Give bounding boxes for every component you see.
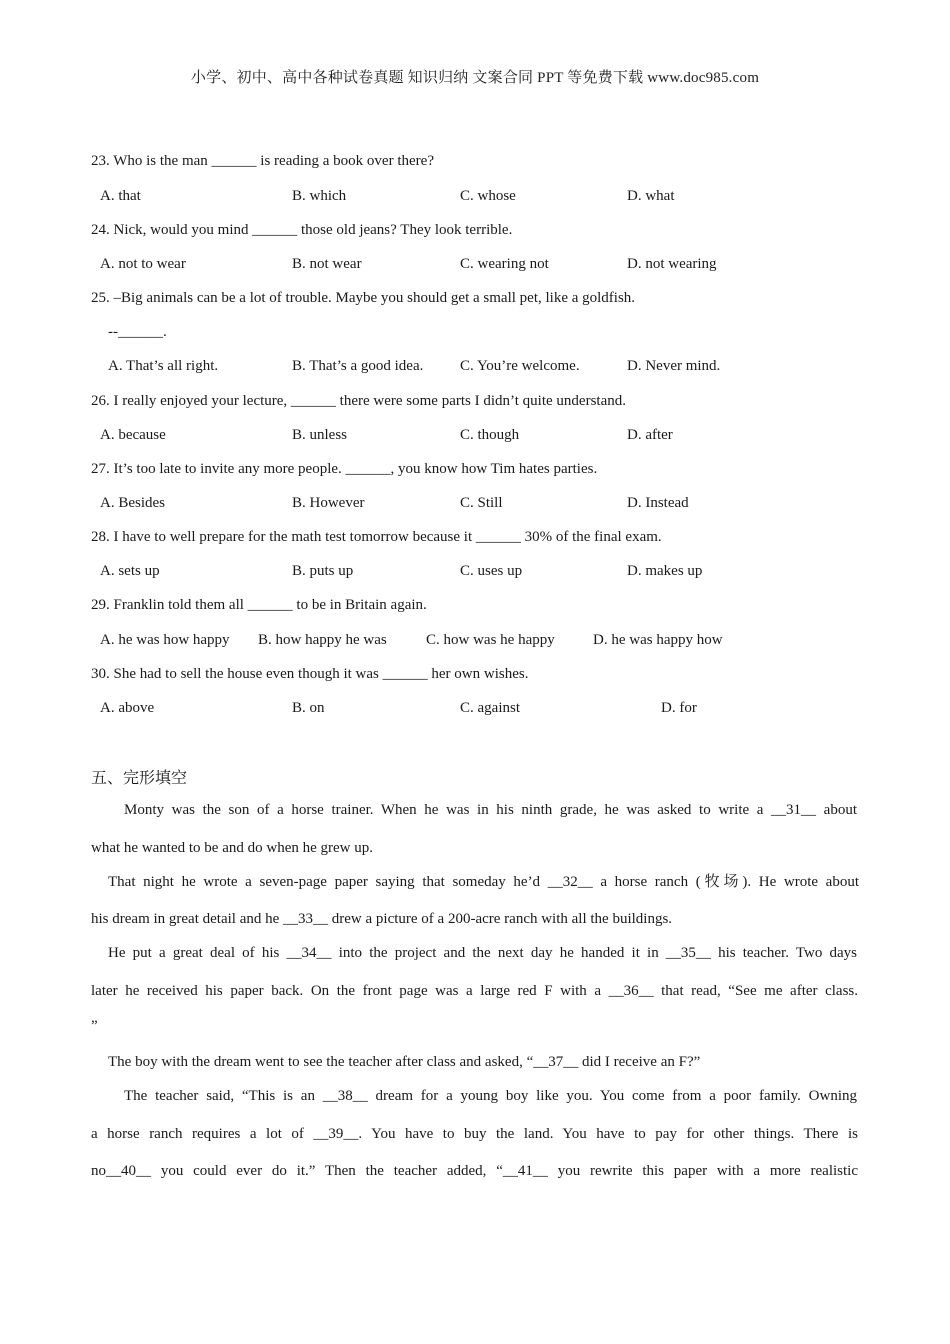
question-30-option-a: A. above: [100, 700, 155, 716]
question-29-option-d: D. he was happy how: [593, 632, 723, 648]
question-23-stem: 23. Who is the man ______ is reading a book over there?: [91, 153, 434, 169]
question-25-option-b: B. That’s a good idea.: [292, 358, 424, 374]
question-24-option-c: C. wearing not: [460, 256, 549, 272]
question-25-stem: 25. –Big animals can be a lot of trouble. Maybe you should get a small pet, like a goldfish.: [91, 290, 636, 306]
question-27-option-d: D. Instead: [627, 495, 689, 511]
question-30-stem: 30. She had to sell the house even though it was ______ her own wishes.: [91, 666, 529, 682]
question-23-option-c: C. whose: [460, 188, 516, 204]
question-28-stem: 28. I have to well prepare for the math test tomorrow because it ______ 30% of the final exam.: [91, 529, 662, 545]
page-header: 小学、初中、高中各种试卷真题 知识归纳 文案合同 PPT 等免费下载 www.doc985.com: [190, 70, 760, 86]
passage-line-8: The boy with the dream went to see the teacher after class and asked, “__37__ did I receive an F?”: [108, 1054, 701, 1070]
passage-line-4: his dream in great detail and he __33__ drew a picture of a 200-acre ranch with all the buildings.: [91, 911, 673, 927]
passage-line-6: later he received his paper back. On the front page was a large red F with a __36__ that read, “See me after class.: [91, 983, 858, 999]
question-27-option-a: A. Besides: [100, 495, 165, 511]
passage-line-1: Monty was the son of a horse trainer. When he was in his ninth grade, he was asked to write a __31__ about: [124, 802, 857, 818]
section-title: 五、完形填空: [91, 768, 188, 787]
question-27-option-c: C. Still: [460, 495, 503, 511]
question-24-option-b: B. not wear: [292, 256, 362, 272]
question-25-option-c: C. You’re welcome.: [460, 358, 580, 374]
passage-line-9: The teacher said, “This is an __38__ dream for a young boy like you. You come from a poor family. Owning: [124, 1088, 857, 1104]
question-23-option-a: A. that: [100, 188, 141, 204]
question-30-option-b: B. on: [292, 700, 325, 716]
question-26-option-d: D. after: [627, 427, 673, 443]
question-25-option-d: D. Never mind.: [627, 358, 721, 374]
question-29-option-a: A. he was how happy: [100, 632, 230, 648]
question-27-option-b: B. However: [292, 495, 365, 511]
question-26-option-b: B. unless: [292, 427, 348, 443]
question-28-option-d: D. makes up: [627, 563, 703, 579]
question-23-option-b: B. which: [292, 188, 347, 204]
question-29-stem: 29. Franklin told them all ______ to be in Britain again.: [91, 597, 427, 613]
passage-line-7: ”: [91, 1018, 98, 1034]
passage-line-10: a horse ranch requires a lot of __39__. You have to buy the land. You have to pay for other things. There is: [91, 1126, 858, 1142]
question-28-option-c: C. uses up: [460, 563, 523, 579]
question-24-option-d: D. not wearing: [627, 256, 717, 272]
question-26-stem: 26. I really enjoyed your lecture, ______ there were some parts I didn’t quite understand.: [91, 393, 626, 409]
question-26-option-a: A. because: [100, 427, 166, 443]
question-30-option-c: C. against: [460, 700, 520, 716]
question-26-option-c: C. though: [460, 427, 520, 443]
question-29-option-c: C. how was he happy: [426, 632, 555, 648]
passage-line-3: That night he wrote a seven-page paper saying that someday he’d __32__ a horse ranch (牧场). He wrote about: [108, 874, 859, 890]
question-24-stem: 24. Nick, would you mind ______ those old jeans? They look terrible.: [91, 222, 513, 238]
question-24-option-a: A. not to wear: [100, 256, 186, 272]
question-27-stem: 27. It’s too late to invite any more people. ______, you know how Tim hates parties.: [91, 461, 598, 477]
question-25-option-a: A. That’s all right.: [108, 358, 219, 374]
question-28-option-b: B. puts up: [292, 563, 354, 579]
question-23-option-d: D. what: [627, 188, 675, 204]
question-30-option-d: D. for: [661, 700, 697, 716]
passage-line-5: He put a great deal of his __34__ into the project and the next day he handed it in __35__ his teacher. Two days: [108, 945, 857, 961]
question-29-option-b: B. how happy he was: [258, 632, 387, 648]
passage-line-2: what he wanted to be and do when he grew up.: [91, 840, 373, 856]
question-28-option-a: A. sets up: [100, 563, 160, 579]
passage-line-11: no__40__ you could ever do it.” Then the teacher added, “__41__ you rewrite this paper with a more realistic: [91, 1163, 858, 1179]
question-25-response: --______.: [108, 324, 167, 340]
